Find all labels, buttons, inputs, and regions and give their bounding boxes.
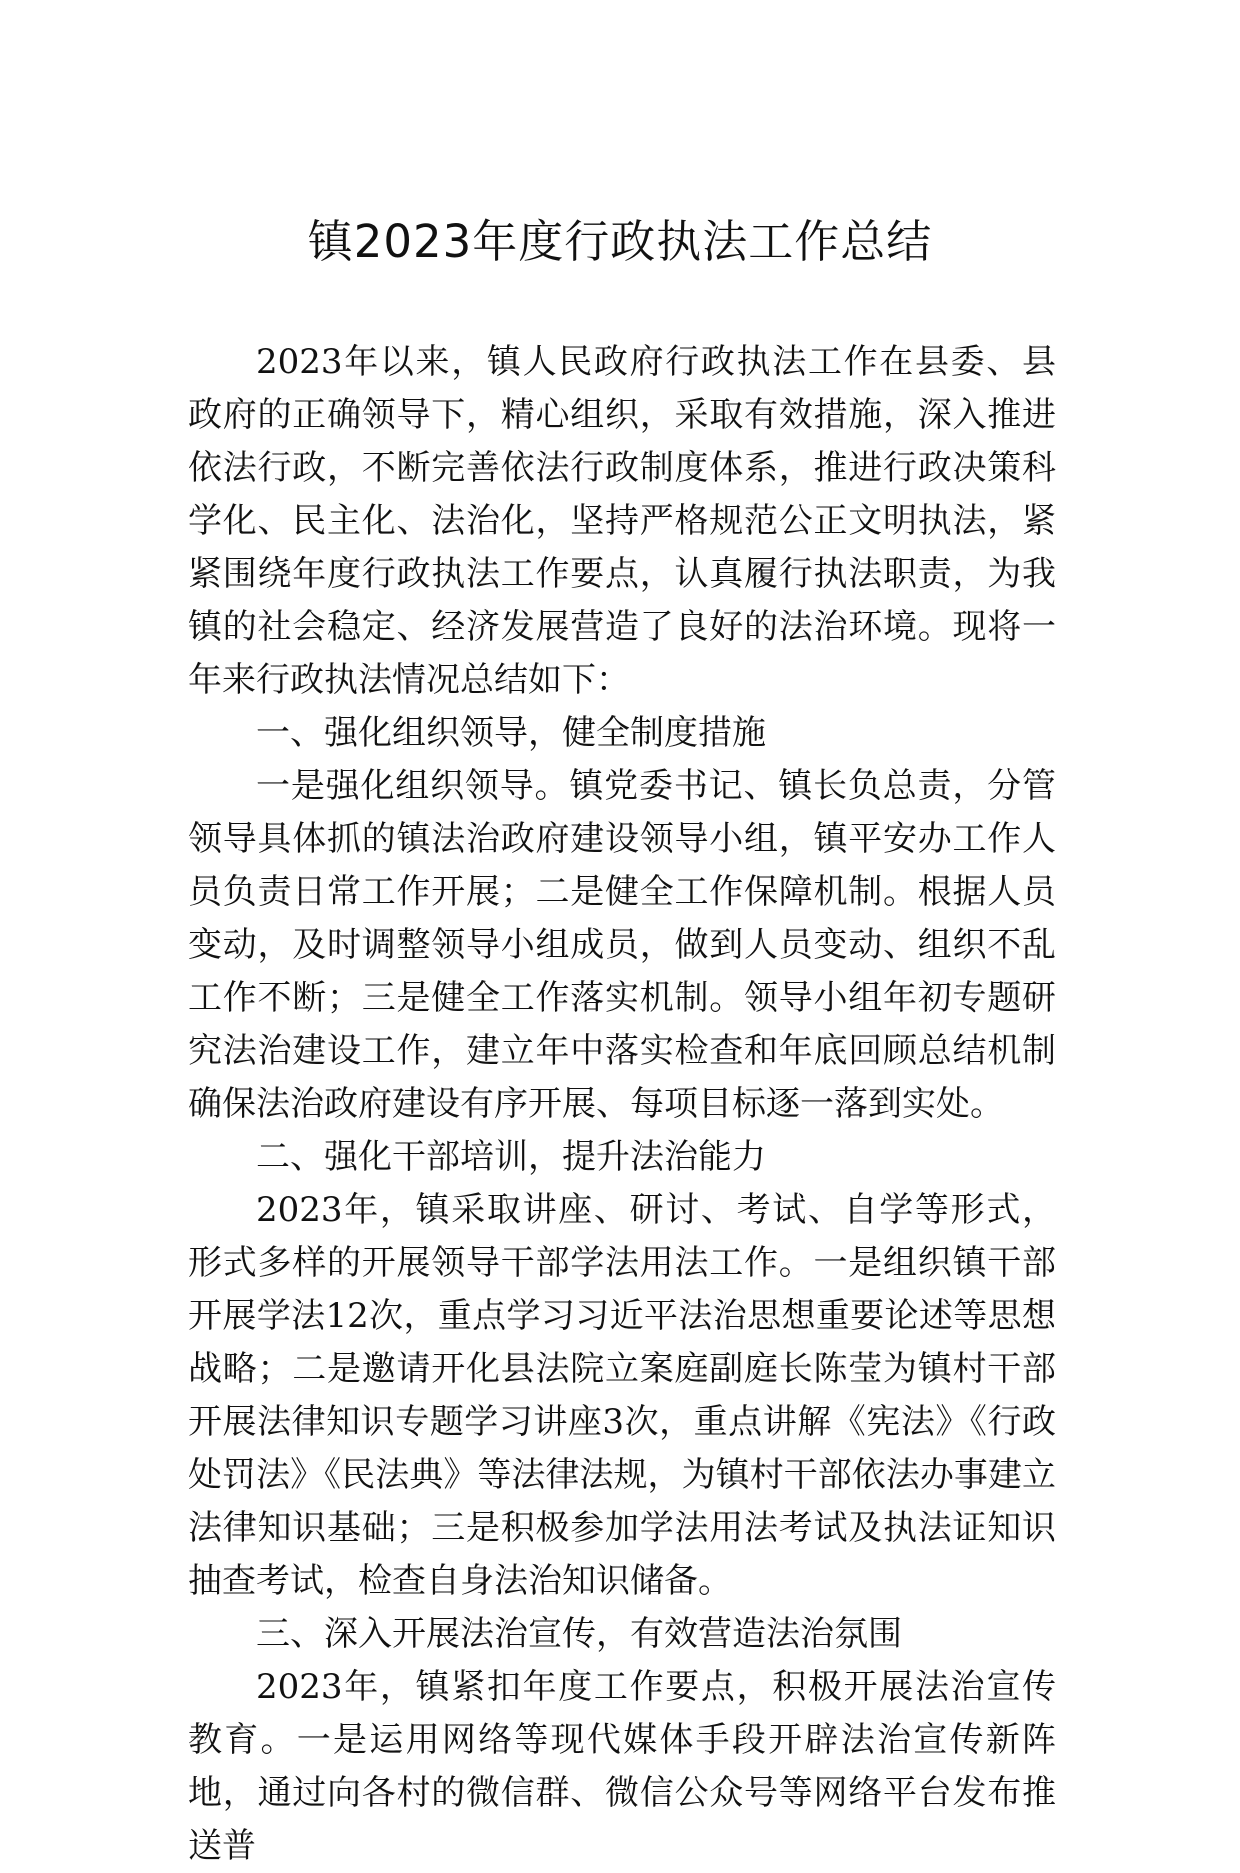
section-heading: 一、强化组织领导，健全制度措施 xyxy=(256,713,766,753)
body-paragraph: 2023年，镇采取讲座、研讨、考试、自学等形式，形式多样的开展领导干部学法用法工作。一是组织镇干部开展学法12次，重点学习习近平法治思想重要论述等思想战略；二是邀请开化县法院立案庭副庭长陈莹为镇村干部开展法律知识专题学习讲座3次，重点讲解《宪法》《行政处罚法》《民法典》等法律法规，为镇村干部依法办事建立法律知识基础；三是积极参加学法用法考试及执法证知识抽查考试，检查自身法治知识储备。 xyxy=(188,1190,1056,1601)
section-heading: 二、强化干部培训，提升法治能力 xyxy=(256,1137,766,1177)
document-body xyxy=(188,336,1056,1873)
body-paragraph: 2023年，镇紧扣年度工作要点，积极开展法治宣传教育。一是运用网络等现代媒体手段开辟法治宣传新阵地，通过向各村的微信群、微信公众号等网络平台发布推送普 xyxy=(188,1667,1056,1866)
section-heading: 三、深入开展法治宣传，有效营造法治氛围 xyxy=(256,1614,902,1654)
document-title: 镇2023年度行政执法工作总结 xyxy=(307,215,933,268)
body-paragraph: 一是强化组织领导。镇党委书记、镇长负总责，分管领导具体抓的镇法治政府建设领导小组，镇平安办工作人员负责日常工作开展；二是健全工作保障机制。根据人员变动，及时调整领导小组成员，做到人员变动、组织不乱工作不断；三是健全工作落实机制。领导小组年初专题研究法治建设工作，建立年中落实检查和年底回顾总结机制确保法治政府建设有序开展、每项目标逐一落到实处。 xyxy=(188,766,1056,1124)
body-paragraph: 2023年以来，镇人民政府行政执法工作在县委、县政府的正确领导下，精心组织，采取有效措施，深入推进依法行政，不断完善依法行政制度体系，推进行政决策科学化、民主化、法治化，坚持严格规范公正文明执法，紧紧围绕年度行政执法工作要点，认真履行执法职责，为我镇的社会稳定、经济发展营造了良好的法治环境。现将一年来行政执法情况总结如下： xyxy=(188,342,1056,700)
